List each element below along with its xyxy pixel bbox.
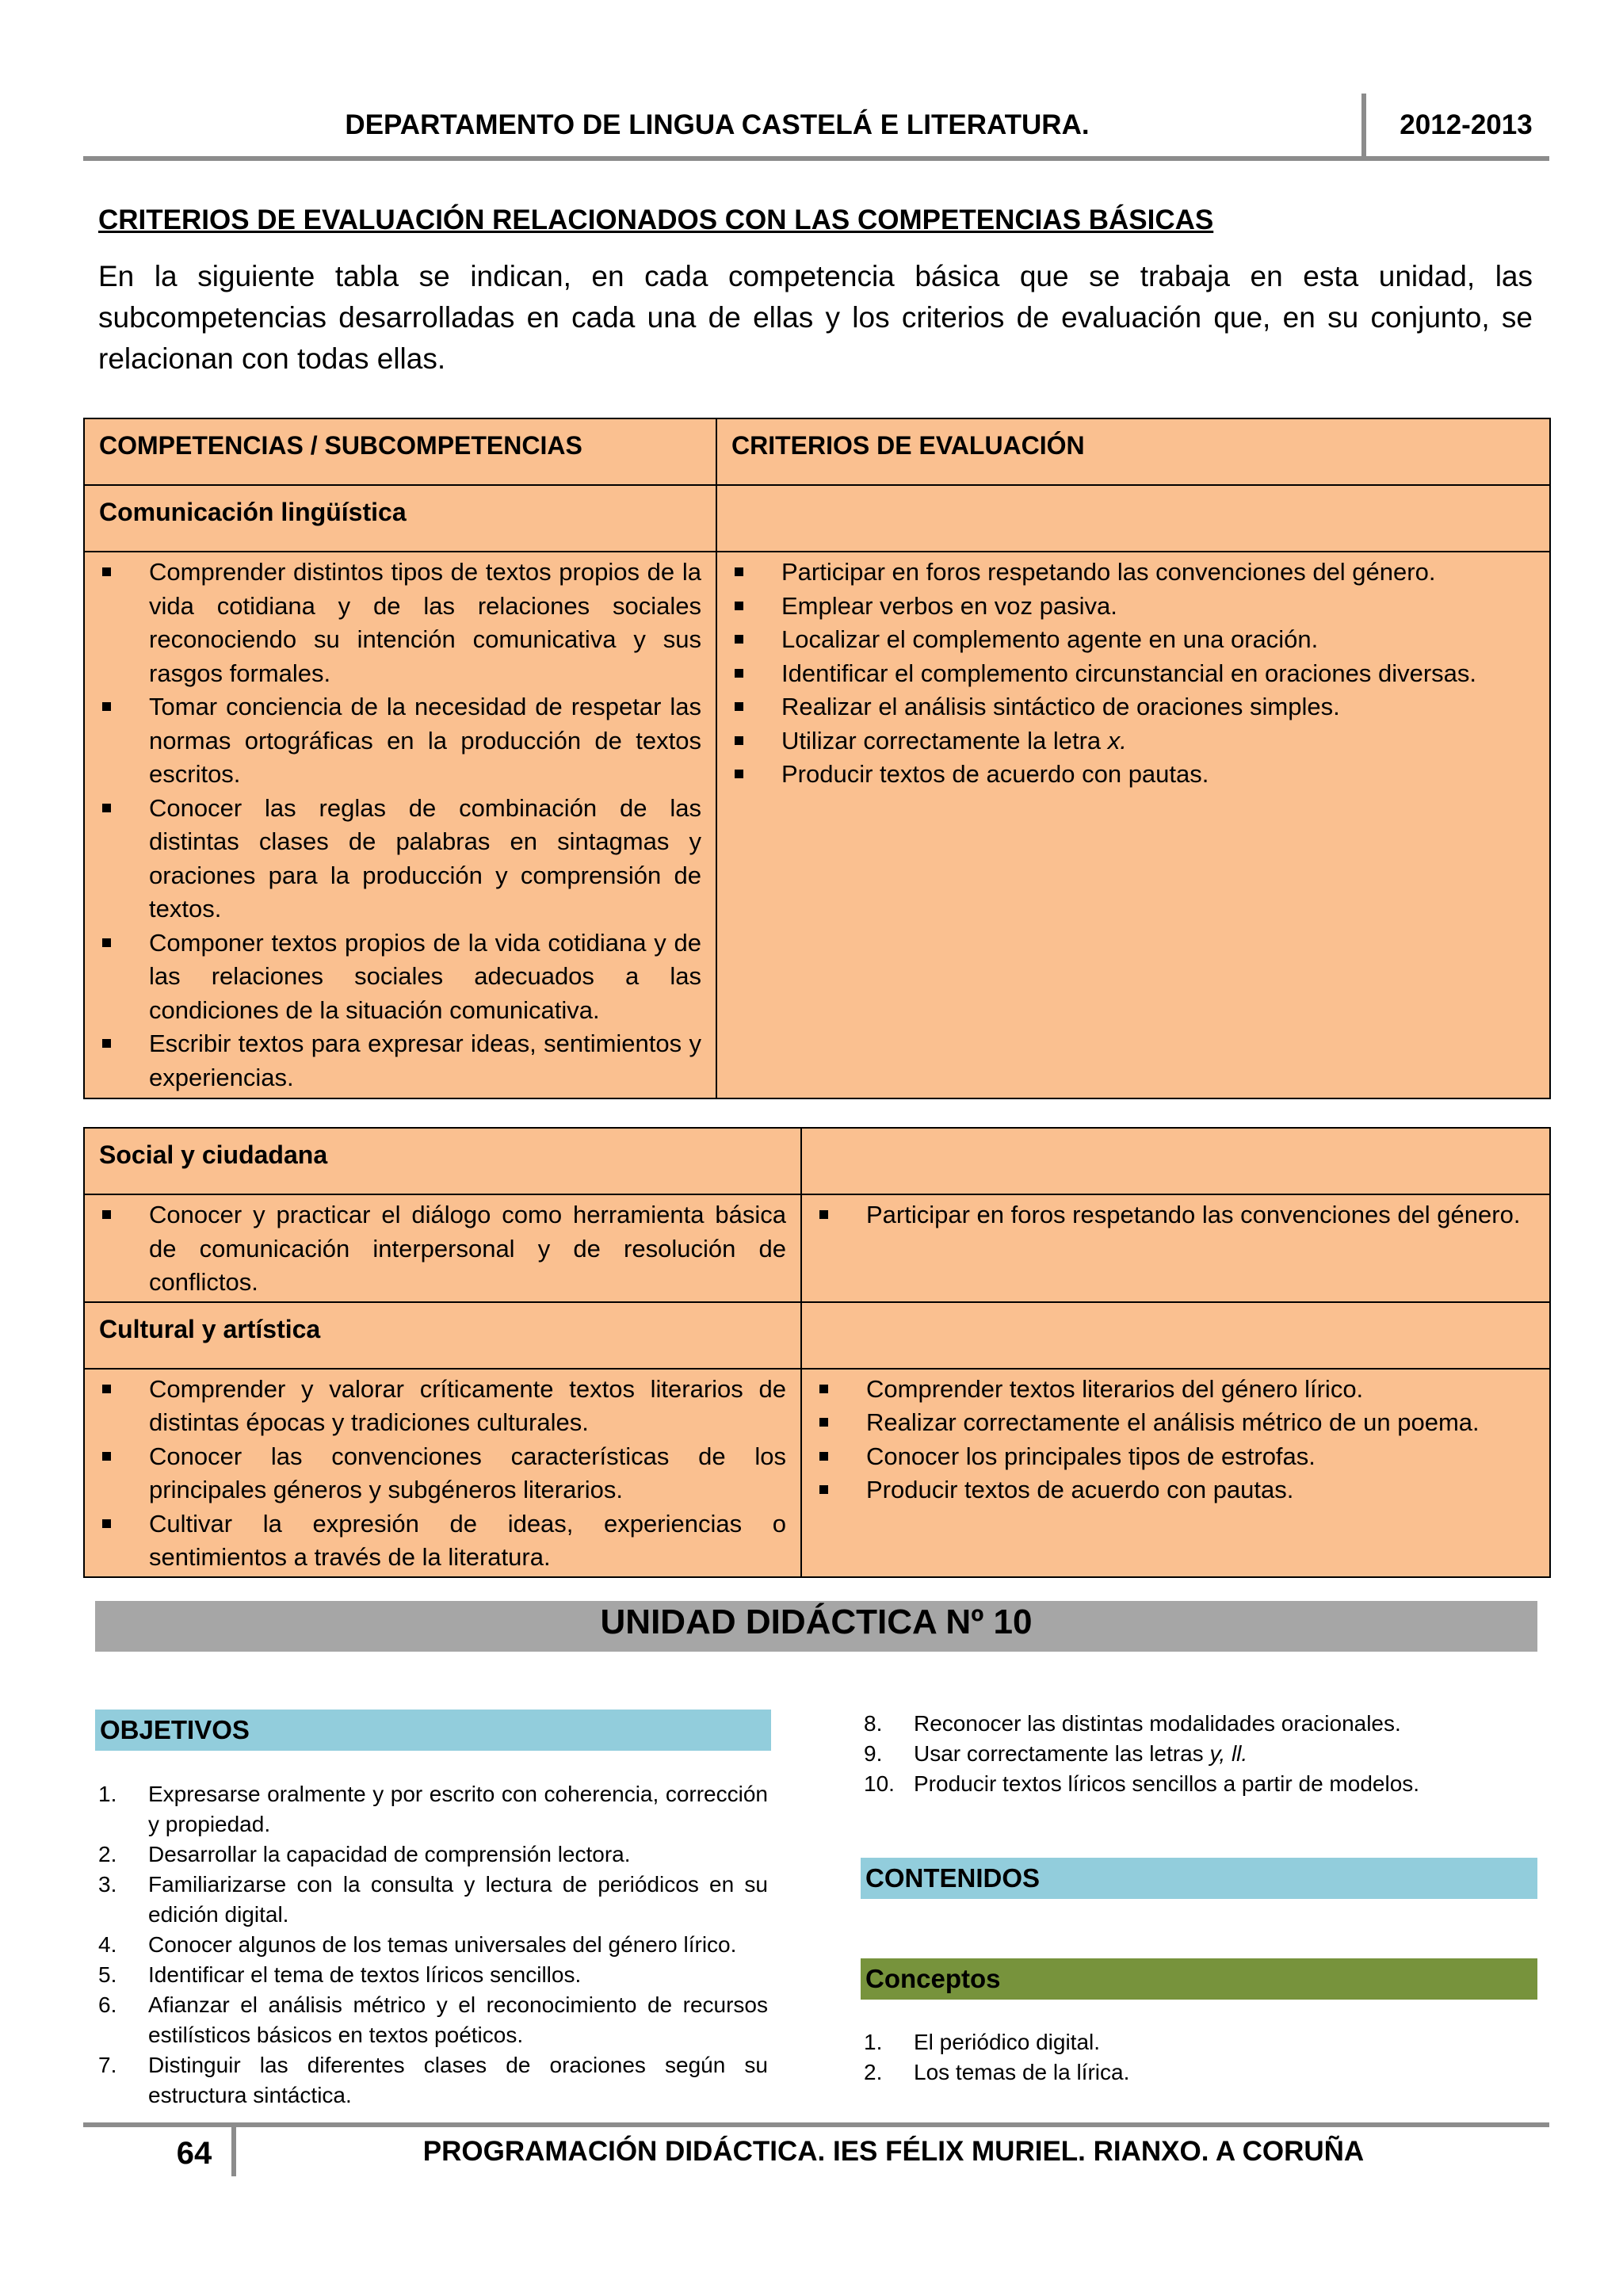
list-item: Conocer los principales tipos de estrofas. [816,1440,1535,1474]
item-number: 3. [98,1872,117,1897]
list-item: Producir textos de acuerdo con pautas. [816,1473,1535,1507]
unidad-title: UNIDAD DIDÁCTICA Nº 10 [600,1603,1033,1641]
list-item: Participar en foros respetando las convenciones del género. [731,556,1535,590]
list-item [98,1960,768,1990]
list-item: Cultivar la expresión de ideas, experiencias o sentimientos a través de la literatura. [99,1507,786,1575]
social-criterios-list [816,1198,1535,1232]
cultural-subcompetencias-cell [84,1369,801,1577]
item-text: Los temas de la lírica. [914,2060,1130,2084]
social-subcompetencias-cell [84,1194,801,1302]
item-text: Familiarizarse con la consulta y lectura de periódicos en su edición digital. [148,1872,768,1927]
list-item [864,2027,1533,2057]
list-item [731,724,1535,758]
section-social-ciudadana: Social y ciudadana [84,1128,801,1194]
section-empty-cell [716,485,1550,552]
social-subcompetencias-list [99,1198,786,1300]
footer-rule [83,2122,1549,2127]
list-item [864,1739,1533,1769]
list-item: Participar en foros respetando las convenciones del género. [816,1198,1535,1232]
item-number: 10. [864,1771,895,1796]
item-text: Expresarse oralmente y por escrito con coherencia, corrección y propiedad. [148,1782,768,1836]
list-item [98,1930,768,1960]
list-item [98,2050,768,2111]
list-item: Emplear verbos en voz pasiva. [731,590,1535,624]
objetivos-title: OBJETIVOS [95,1710,771,1751]
item-number: 6. [98,1992,117,2017]
criterio-letter: x. [1107,726,1127,755]
list-item: Conocer las convenciones características de los principales géneros y subgéneros literarios. [99,1440,786,1507]
list-item: Escribir textos para expresar ideas, sentimientos y experiencias. [99,1027,701,1095]
contenidos-title: CONTENIDOS [861,1858,1537,1899]
list-item: Realizar correctamente el análisis métrico de un poema. [816,1406,1535,1440]
item-number: 1. [864,2030,883,2054]
section-empty-cell [801,1128,1550,1194]
list-item [98,1779,768,1839]
item-number: 5. [98,1962,117,1987]
criterios-list [731,556,1535,792]
list-item: Conocer las reglas de combinación de las distintas clases de palabras en sintagmas y oraciones para la producción y comprensión de textos. [99,792,701,926]
section-comunicacion-linguistica: Comunicación lingüística [84,485,716,552]
item-number: 2. [864,2060,883,2084]
section-empty-cell [801,1302,1550,1369]
cultural-criterios-list [816,1373,1535,1507]
item-text: Producir textos líricos sencillos a partir de modelos. [914,1771,1420,1796]
list-item: Tomar conciencia de la necesidad de respetar las normas ortográficas en la producción de textos escritos. [99,690,701,792]
item-number: 1. [98,1782,117,1806]
list-item: Realizar el análisis sintáctico de oraciones simples. [731,690,1535,724]
social-criterios-cell [801,1194,1550,1302]
criterio-text: Utilizar correctamente la letra [781,726,1108,755]
list-item [864,1709,1533,1739]
conceptos-title: Conceptos [861,1958,1537,2000]
item-text: El periódico digital. [914,2030,1101,2054]
footer-text: PROGRAMACIÓN DIDÁCTICA. IES FÉLIX MURIEL. RIANXO. A CORUÑA [422,2136,1365,2167]
list-item: Comprender textos literarios del género lírico. [816,1373,1535,1407]
list-item [98,1839,768,1870]
page-number: 64 [176,2136,212,2171]
item-number: 7. [98,2053,117,2077]
item-letters: y, ll. [1209,1741,1248,1766]
col-header-competencias: COMPETENCIAS / SUBCOMPETENCIAS [84,418,716,485]
item-text: Conocer algunos de los temas universales del género lírico. [148,1932,737,1957]
section-cultural-artistica: Cultural y artística [84,1302,801,1369]
cultural-criterios-cell [801,1369,1550,1577]
list-item: Identificar el complemento circunstancial en oraciones diversas. [731,657,1535,691]
conceptos-list [864,2027,1533,2088]
objetivos-list-left [98,1779,768,2111]
header-department: DEPARTAMENTO DE LINGUA CASTELÁ E LITERATURA. [345,109,1090,140]
header-rule [83,156,1549,161]
list-item [864,1769,1533,1799]
item-number: 8. [864,1711,883,1736]
item-text: Afianzar el análisis métrico y el reconocimiento de recursos estilísticos básicos en textos poéticos. [148,1992,768,2047]
header-divider [1361,94,1366,161]
item-text: Reconocer las distintas modalidades oracionales. [914,1711,1401,1736]
item-text: Identificar el tema de textos líricos sencillos. [148,1962,582,1987]
item-text: Desarrollar la capacidad de comprensión lectora. [148,1842,631,1866]
header-year: 2012-2013 [1400,109,1533,140]
list-item: Localizar el complemento agente en una oración. [731,623,1535,657]
competencias-table-2 [83,1127,1551,1578]
list-item: Componer textos propios de la vida cotidiana y de las relaciones sociales adecuados a las condiciones de la situación comunicativa. [99,926,701,1028]
list-item: Conocer y practicar el diálogo como herramienta básica de comunicación interpersonal y de resolución de conflictos. [99,1198,786,1300]
item-text: Distinguir las diferentes clases de oraciones según su estructura sintáctica. [148,2053,768,2107]
objetivos-list-right [864,1709,1533,1799]
list-item [98,1990,768,2050]
item-number: 2. [98,1842,117,1866]
item-text: Usar correctamente las letras [914,1741,1210,1766]
item-number: 9. [864,1741,883,1766]
footer-divider [231,2127,236,2176]
criterios-intro: En la siguiente tabla se indican, en cada competencia básica que se trabaja en esta unidad, las subcompetencias desarrolladas en cada una de ellas y los criterios de evaluación que, en su conjunto, se relacionan con todas ellas. [98,260,1533,375]
subcompetencias-cell [84,552,716,1098]
item-number: 4. [98,1932,117,1957]
criterios-cell [716,552,1550,1098]
list-item [864,2057,1533,2088]
list-item [98,1870,768,1930]
subcompetencias-list [99,556,701,1095]
list-item: Comprender distintos tipos de textos propios de la vida cotidiana y de las relaciones sociales reconociendo su intención comunicativa y sus rasgos formales. [99,556,701,690]
col-header-criterios: CRITERIOS DE EVALUACIÓN [716,418,1550,485]
list-item: Comprender y valorar críticamente textos literarios de distintas épocas y tradiciones culturales. [99,1373,786,1440]
criterios-heading: CRITERIOS DE EVALUACIÓN RELACIONADOS CON LAS COMPETENCIAS BÁSICAS [98,204,1214,235]
list-item: Producir textos de acuerdo con pautas. [731,758,1535,792]
cultural-subcompetencias-list [99,1373,786,1575]
competencias-table-1 [83,418,1551,1099]
